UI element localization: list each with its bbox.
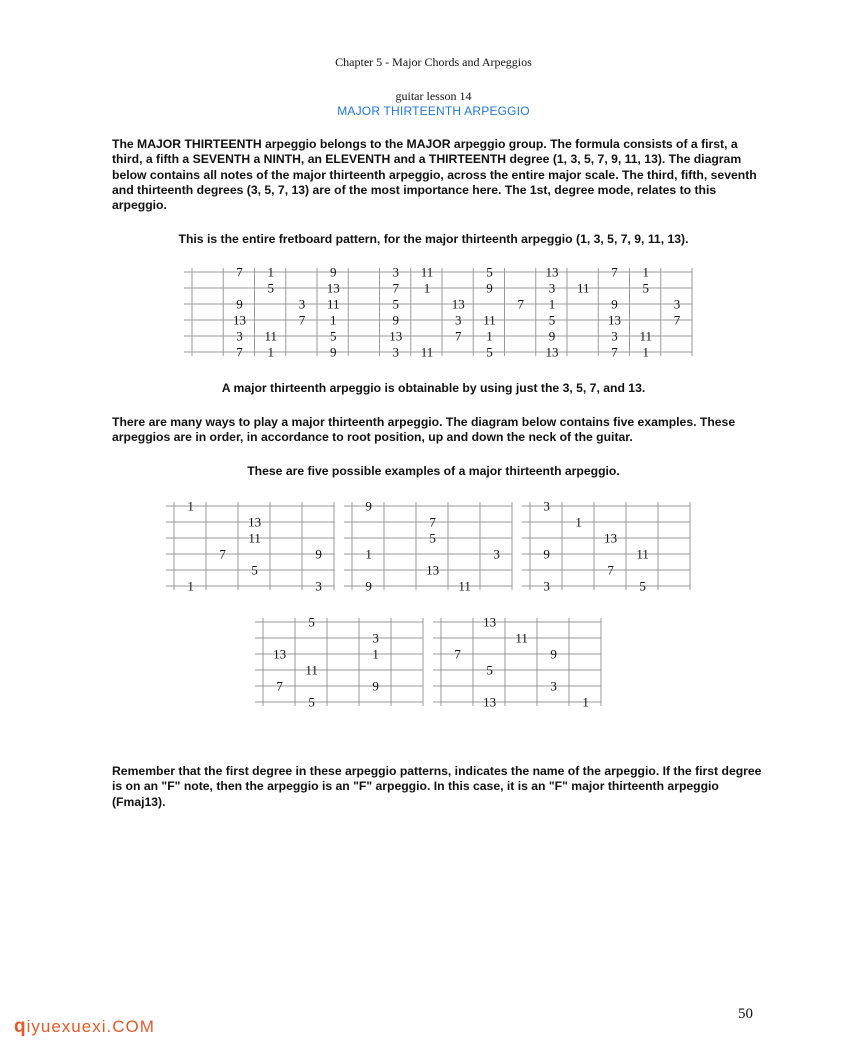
obtainable-note: A major thirteenth arpeggio is obtainable by using just the 3, 5, 7, and 13. bbox=[221, 381, 646, 395]
degree-note: 11 bbox=[458, 578, 471, 594]
degree-note: 3 bbox=[372, 630, 379, 646]
many-ways-paragraph: There are many ways to play a major thirteenth arpeggio. The diagram below contains five examples. These arpeggios are in order, in accordance to root position, up and down the neck of the guitar. bbox=[112, 415, 736, 445]
degree-note: 5 bbox=[486, 344, 493, 360]
degree-note: 3 bbox=[543, 578, 550, 594]
degree-note: 9 bbox=[550, 646, 557, 662]
lesson-label: guitar lesson 14 bbox=[395, 89, 472, 103]
degree-note: 3 bbox=[611, 328, 618, 344]
degree-note: 3 bbox=[455, 312, 462, 328]
degree-note: 3 bbox=[548, 280, 556, 296]
watermark-logo bbox=[14, 1016, 155, 1038]
degree-note: 9 bbox=[236, 296, 243, 312]
degree-note: 11 bbox=[515, 630, 528, 646]
degree-note: 5 bbox=[267, 280, 274, 296]
degree-note: 3 bbox=[392, 264, 399, 280]
degree-note: 1 bbox=[423, 280, 431, 296]
page-number: 50 bbox=[738, 1006, 753, 1022]
degree-note: 13 bbox=[426, 562, 440, 578]
degree-note: 11 bbox=[636, 546, 649, 562]
degree-note: 3 bbox=[392, 344, 399, 360]
degree-note: 7 bbox=[454, 646, 461, 662]
full-fretboard-diagram bbox=[180, 266, 690, 362]
degree-note: 13 bbox=[389, 328, 403, 344]
degree-note: 5 bbox=[639, 578, 646, 594]
degree-note: 5 bbox=[392, 296, 399, 312]
example-diagram-4 bbox=[251, 616, 433, 712]
watermark-initial: q bbox=[14, 1016, 27, 1037]
degree-note: 5 bbox=[429, 530, 436, 546]
degree-note: 13 bbox=[545, 264, 559, 280]
degree-note: 13 bbox=[273, 646, 287, 662]
degree-note: 9 bbox=[315, 546, 322, 562]
degree-note: 1 bbox=[642, 344, 649, 360]
degree-note: 11 bbox=[326, 296, 340, 312]
degree-note: 13 bbox=[248, 514, 262, 530]
degree-note: 9 bbox=[365, 578, 372, 594]
degree-note: 9 bbox=[330, 264, 337, 280]
example-diagram-2 bbox=[340, 500, 522, 596]
degree-note: 11 bbox=[483, 312, 496, 328]
degree-note: 7 bbox=[611, 344, 618, 360]
degree-note: 5 bbox=[251, 562, 258, 578]
degree-note: 7 bbox=[455, 328, 462, 344]
degree-note: 1 bbox=[187, 578, 194, 594]
degree-note: 3 bbox=[298, 296, 306, 312]
degree-note: 3 bbox=[236, 328, 243, 344]
degree-note: 7 bbox=[429, 514, 436, 530]
degree-note: 9 bbox=[611, 296, 618, 312]
degree-note: 9 bbox=[486, 280, 493, 296]
degree-note: 1 bbox=[267, 344, 274, 360]
degree-note: 11 bbox=[420, 344, 434, 360]
degree-note: 11 bbox=[248, 530, 261, 546]
degree-note: 9 bbox=[372, 678, 379, 694]
degree-note: 13 bbox=[233, 312, 246, 328]
degree-note: 13 bbox=[608, 312, 621, 328]
degree-note: 5 bbox=[486, 264, 493, 280]
degree-note: 3 bbox=[550, 678, 557, 694]
example-diagram-1 bbox=[162, 500, 344, 596]
degree-note: 5 bbox=[308, 614, 315, 630]
chapter-heading: Chapter 5 - Major Chords and Arpeggios bbox=[335, 55, 532, 69]
degree-note: 13 bbox=[604, 530, 618, 546]
degree-note: 1 bbox=[575, 514, 582, 530]
degree-note: 7 bbox=[236, 264, 243, 280]
degree-note: 1 bbox=[642, 264, 649, 280]
degree-note: 9 bbox=[543, 546, 550, 562]
page-title: MAJOR THIRTEENTH ARPEGGIO bbox=[337, 104, 530, 118]
five-examples-caption: These are five possible examples of a major thirteenth arpeggio. bbox=[247, 464, 620, 478]
degree-note: 1 bbox=[267, 264, 274, 280]
degree-note: 7 bbox=[276, 678, 283, 694]
intro-paragraph: The MAJOR THIRTEENTH arpeggio belongs to the MAJOR arpeggio group. The formula consists of a first, a third, a fifth a SEVENTH a NINTH, an ELEVENTH and a THIRTEENTH degree (1, 3, 5, 7, 9, 11, 13). The diagram below contains all notes of the major thirteenth arpeggio, across the entire major scale. The third, fifth, seventh and thirteenth degrees (3, 5, 7, 13) are of the most importance here. The 1st, degree mode, relates to this arpeggio. bbox=[112, 137, 757, 213]
degree-note: 3 bbox=[315, 578, 322, 594]
degree-note: 3 bbox=[493, 546, 500, 562]
degree-note: 7 bbox=[517, 296, 524, 312]
degree-note: 1 bbox=[582, 694, 589, 710]
degree-note: 3 bbox=[543, 498, 550, 514]
degree-note: 7 bbox=[673, 312, 681, 328]
degree-note: 11 bbox=[420, 264, 434, 280]
degree-note: 13 bbox=[451, 296, 465, 312]
example-diagram-3 bbox=[518, 500, 700, 596]
degree-note: 13 bbox=[483, 614, 497, 630]
watermark-text: iyuexuexi.COM bbox=[26, 1017, 155, 1036]
degree-note: 7 bbox=[392, 280, 399, 296]
degree-note: 11 bbox=[264, 328, 278, 344]
entire-pattern-caption: This is the entire fretboard pattern, for the major thirteenth arpeggio (1, 3, 5, 7, 9, 11, 13). bbox=[178, 232, 689, 246]
degree-note: 7 bbox=[236, 344, 243, 360]
degree-note: 7 bbox=[611, 264, 618, 280]
degree-note: 5 bbox=[330, 328, 337, 344]
degree-note: 9 bbox=[365, 498, 372, 514]
degree-note: 13 bbox=[483, 694, 497, 710]
degree-note: 9 bbox=[548, 328, 556, 344]
example-diagram-5 bbox=[429, 616, 611, 712]
degree-note: 1 bbox=[372, 646, 379, 662]
degree-note: 1 bbox=[548, 296, 556, 312]
degree-note: 5 bbox=[642, 280, 649, 296]
degree-note: 1 bbox=[187, 498, 194, 514]
degree-note: 13 bbox=[545, 344, 559, 360]
remember-paragraph: Remember that the first degree in these arpeggio patterns, indicates the name of the arpeggio. If the first degree is on an "F" note, then the arpeggio is an "F" arpeggio. In this case, it is an "F" major thirteenth arpeggio (Fmaj13). bbox=[112, 764, 762, 809]
degree-note: 5 bbox=[486, 662, 493, 678]
degree-note: 1 bbox=[330, 312, 337, 328]
degree-note: 9 bbox=[330, 344, 337, 360]
degree-note: 3 bbox=[673, 296, 681, 312]
degree-note: 7 bbox=[219, 546, 226, 562]
degree-note: 11 bbox=[305, 662, 318, 678]
degree-note: 5 bbox=[308, 694, 315, 710]
degree-note: 9 bbox=[392, 312, 399, 328]
degree-note: 11 bbox=[639, 328, 653, 344]
degree-note: 1 bbox=[486, 328, 493, 344]
degree-note: 13 bbox=[326, 280, 340, 296]
degree-note: 11 bbox=[576, 280, 590, 296]
degree-note: 5 bbox=[548, 312, 556, 328]
degree-note: 7 bbox=[607, 562, 614, 578]
degree-note: 1 bbox=[365, 546, 372, 562]
degree-note: 7 bbox=[298, 312, 306, 328]
